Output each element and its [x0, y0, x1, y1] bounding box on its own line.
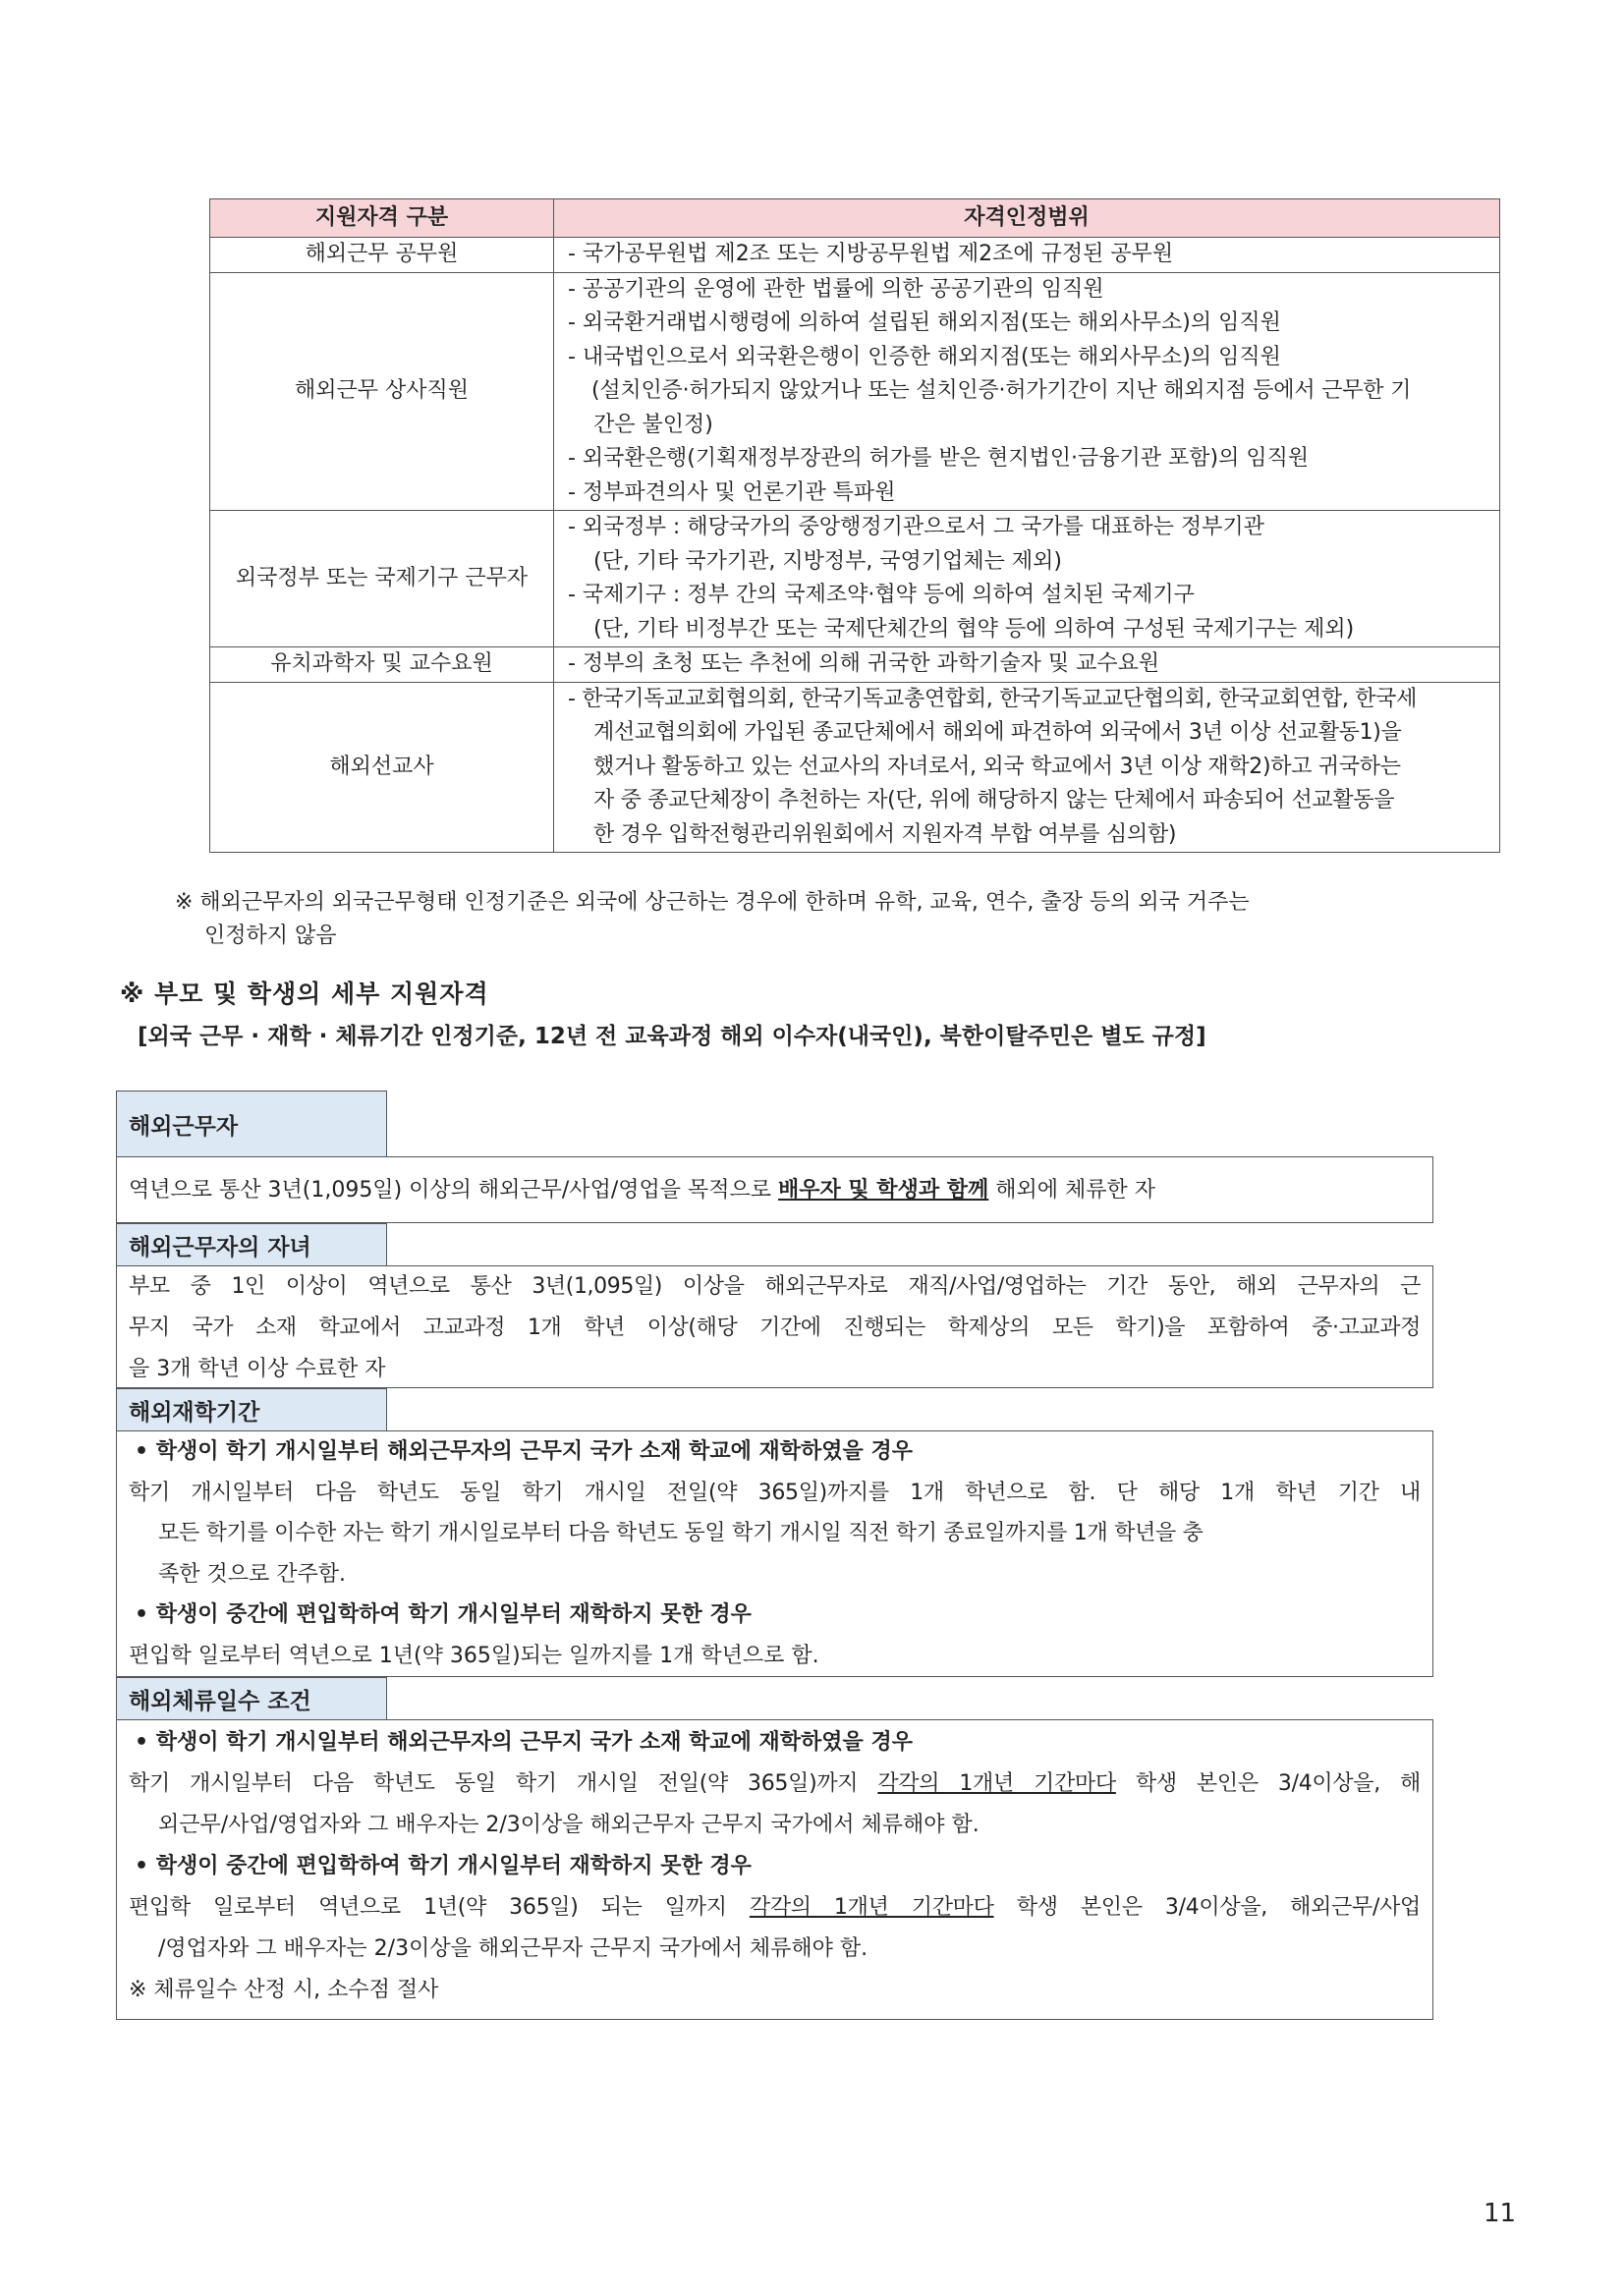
stay-case2-line — [129, 1887, 1421, 1929]
page-number: 11 — [1484, 2199, 1517, 2228]
stay-case2-pre: 편입학 일로부터 역년으로 1년(약 365일) 되는 일까지 — [129, 1895, 750, 1920]
footnote-line: 인정하지 않음 — [204, 924, 337, 948]
row-scope — [554, 272, 1500, 511]
stay-case2-underline: 각각의 1개년 기간마다 — [749, 1895, 994, 1920]
block-header-child: 해외근무자의 자녀 — [116, 1223, 387, 1266]
scope-line: (단, 기타 비정부간 또는 국제단체간의 협약 등에 의하여 구성된 국제기구는 제외) — [593, 616, 1355, 642]
scope-line: (단, 기타 국가기관, 지방정부, 국영기업체는 제외) — [593, 548, 1062, 574]
scope-line: - 외국정부 : 해당국가의 중앙행정기관으로서 그 국가를 대표하는 정부기관 — [568, 515, 1264, 539]
scope-line: 간은 불인정) — [593, 412, 713, 437]
stay-case2-title: • 학생이 중간에 편입학하여 학기 개시일부터 재학하지 못한 경우 — [135, 1854, 752, 1878]
stay-case1-post: 학생 본인은 3/4이상을, 해 — [1115, 1771, 1421, 1796]
child-line: 무지 국가 소재 학교에서 고교과정 1개 학년 이상(해당 기간에 진행되는 학제상의 모든 학기)을 포함하여 중·고교과정 — [129, 1316, 1421, 1340]
footnote-line: ※ 해외근무자의 외국근무형태 인정기준은 외국에 상근하는 경우에 한하며 유학, 교육, 연수, 출장 등의 외국 거주는 — [175, 890, 1250, 915]
row-category: 해외근무 공무원 — [210, 238, 554, 273]
study-case1-line: 족한 것으로 간주함. — [158, 1561, 346, 1587]
scope-line: 한 경우 입학전형관리위원회에서 지원자격 부합 여부를 심의함) — [593, 821, 1177, 847]
table-row — [210, 238, 1500, 273]
study-case1-line: 학기 개시일부터 다음 학년도 동일 학기 개시일 전일(약 365일)까지를 1개 학년으로 함. 단 해당 1개 학년 기간 내 — [129, 1480, 1421, 1505]
scope-line: - 국가공무원법 제2조 또는 지방공무원법 제2조에 규정된 공무원 — [568, 242, 1174, 266]
qualification-table — [209, 198, 1500, 853]
stay-case1-title: • 학생이 학기 개시일부터 해외근무자의 근무지 국가 소재 학교에 재학하였을 경우 — [135, 1730, 913, 1755]
row-scope — [554, 682, 1500, 853]
table-header-row — [210, 199, 1500, 238]
block-body-child — [116, 1265, 1433, 1388]
table-row — [210, 272, 1500, 511]
table-row — [210, 647, 1500, 683]
scope-line: - 정부의 초청 또는 추천에 의해 귀국한 과학기술자 및 교수요원 — [568, 651, 1160, 676]
block-header-study: 해외재학기간 — [116, 1388, 387, 1431]
header-category: 지원자격 구분 — [210, 199, 554, 238]
scope-line: 계선교협의회에 가입된 종교단체에서 해외에 파견하여 외국에서 3년 이상 선교활동1)을 — [593, 720, 1402, 745]
stay-case1-pre: 학기 개시일부터 다음 학년도 동일 학기 개시일 전일(약 365일)까지 — [129, 1771, 878, 1796]
block-header-stay: 해외체류일수 조건 — [116, 1677, 387, 1720]
child-line: 부모 중 1인 이상이 역년으로 통산 3년(1,095일) 이상을 해외근무자로 재직/사업/영업하는 기간 동안, 해외 근무자의 근 — [129, 1274, 1421, 1299]
row-scope — [554, 511, 1500, 647]
table-row — [210, 511, 1500, 647]
scope-line: - 외국환은행(기획재정부장관의 허가를 받은 현지법인·금융기관 포함)의 임직원 — [568, 446, 1310, 471]
row-category: 해외근무 상사직원 — [210, 272, 554, 511]
row-scope — [554, 647, 1500, 683]
block-header-worker: 해외근무자 — [116, 1091, 387, 1157]
section-title: ※ 부모 및 학생의 세부 지원자격 — [120, 980, 489, 1008]
stay-case1-underline: 각각의 1개년 기간마다 — [877, 1771, 1116, 1796]
worker-text-post: 해외에 체류한 자 — [988, 1177, 1155, 1203]
scope-line: 자 중 종교단체장이 추천하는 자(단, 위에 해당하지 않는 단체에서 파송되어 선교활동을 — [593, 788, 1395, 812]
stay-case2-line2: /영업자와 그 배우자는 2/3이상을 해외근무자 근무지 국가에서 체류해야 함. — [158, 1936, 868, 1961]
worker-text-emphasis: 배우자 및 학생과 함께 — [777, 1177, 989, 1203]
scope-line: - 정부파견의사 및 언론기관 특파원 — [568, 479, 896, 505]
row-category: 해외선교사 — [210, 682, 554, 853]
row-category: 유치과학자 및 교수요원 — [210, 647, 554, 683]
block-body-study — [116, 1430, 1433, 1677]
header-scope: 자격인정범위 — [554, 199, 1500, 238]
row-scope — [554, 238, 1500, 273]
stay-case2-post: 학생 본인은 3/4이상을, 해외근무/사업 — [993, 1895, 1421, 1920]
stay-case1-line — [129, 1764, 1421, 1805]
scope-line: - 내국법인으로서 외국환은행이 인증한 해외지점(또는 해외사무소)의 임직원 — [568, 344, 1281, 369]
study-case1-line: 모든 학기를 이수한 자는 학기 개시일로부터 다음 학년도 동일 학기 개시일 직전 학기 종료일까지를 1개 학년을 충 — [158, 1521, 1204, 1545]
scope-line: - 한국기독교교회협의회, 한국기독교총연합회, 한국기독교교단협의회, 한국교회연합, 한국세 — [568, 686, 1418, 711]
section-subtitle: [외국 근무 · 재학 · 체류기간 인정기준, 12년 전 교육과정 해외 이수자(내국인), 북한이탈주민은 별도 규정] — [138, 1024, 1206, 1049]
scope-line: 했거나 활동하고 있는 선교사의 자녀로서, 외국 학교에서 3년 이상 재학2)하고 귀국하는 — [593, 754, 1401, 779]
block-body-stay — [116, 1719, 1433, 2020]
scope-line: - 공공기관의 운영에 관한 법률에 의한 공공기관의 임직원 — [568, 276, 1104, 302]
study-case2-title: • 학생이 중간에 편입학하여 학기 개시일부터 재학하지 못한 경우 — [135, 1602, 752, 1627]
study-case2-line: 편입학 일로부터 역년으로 1년(약 365일)되는 일까지를 1개 학년으로 함. — [129, 1643, 819, 1668]
scope-line: (설치인증·허가되지 않았거나 또는 설치인증·허가기간이 지난 해외지점 등에서 근무한 기 — [591, 378, 1412, 403]
row-category: 외국정부 또는 국제기구 근무자 — [210, 511, 554, 647]
scope-line: - 외국환거래법시행령에 의하여 설립된 해외지점(또는 해외사무소)의 임직원 — [568, 310, 1281, 335]
study-case1-title: • 학생이 학기 개시일부터 해외근무자의 근무지 국가 소재 학교에 재학하였을 경우 — [135, 1439, 913, 1464]
stay-case1-line2: 외근무/사업/영업자와 그 배우자는 2/3이상을 해외근무자 근무지 국가에서 체류해야 함. — [158, 1813, 980, 1837]
worker-text-pre: 역년으로 통산 3년(1,095일) 이상의 해외근무/사업/영업을 목적으로 — [129, 1177, 778, 1203]
scope-line: - 국제기구 : 정부 간의 국제조약·협약 등에 의하여 설치된 국제기구 — [568, 583, 1195, 607]
worker-definition — [129, 1169, 1155, 1211]
child-line: 을 3개 학년 이상 수료한 자 — [129, 1357, 386, 1381]
stay-note: ※ 체류일수 산정 시, 소수점 절사 — [129, 1978, 439, 2002]
block-body-worker — [116, 1156, 1433, 1223]
table-footnote — [175, 886, 1472, 953]
table-row — [210, 682, 1500, 853]
